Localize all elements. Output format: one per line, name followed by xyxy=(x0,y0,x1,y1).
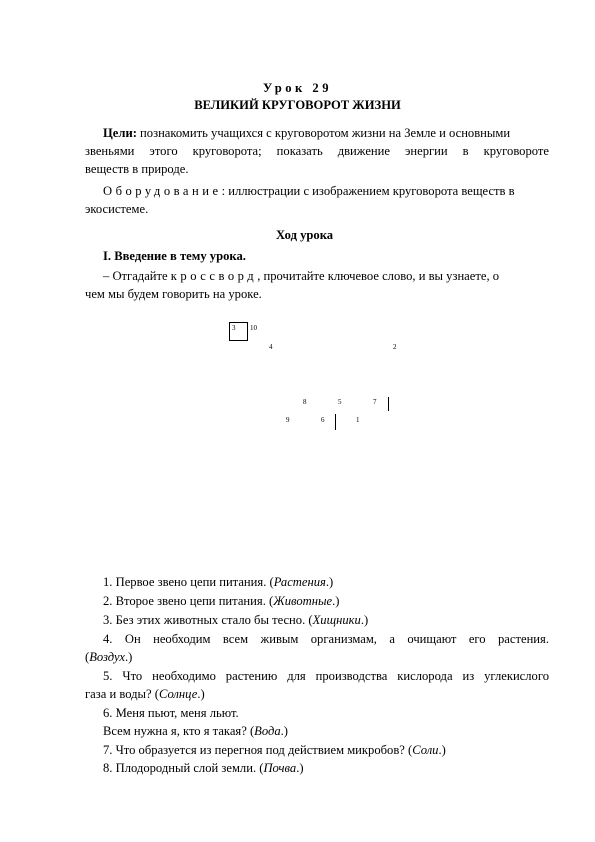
crossword-cell-border xyxy=(388,397,389,411)
lesson-number: Урок 29 xyxy=(262,81,332,95)
question-4-line-1: 4. Он необходим всем живым организмам, а очищают его растения. xyxy=(103,632,549,646)
crossword-number: 7 xyxy=(373,398,377,406)
crossword-number: 9 xyxy=(286,416,290,424)
goals-label: Цели: xyxy=(103,126,137,140)
section1-title: I. Введение в тему урока. xyxy=(103,249,246,263)
question-2: 2. Второе звено цепи питания. (Животные.) xyxy=(103,594,340,608)
question-5-line-2: газа и воды? (Солнце.) xyxy=(85,687,205,701)
crossword-number: 6 xyxy=(321,416,325,424)
section-heading: Ход урока xyxy=(275,228,334,242)
crossword-number: 1 xyxy=(356,416,360,424)
question-5-line-1: 5. Что необходимо растению для производства кислорода из углекислого xyxy=(103,669,549,683)
goals-line-2: звеньями этого круговорота; показать движение энергии в круговороте xyxy=(85,144,549,158)
question-8: 8. Плодородный слой земли. (Почва.) xyxy=(103,761,304,775)
crossword-number: 5 xyxy=(338,398,342,406)
equipment-label: Оборудование xyxy=(103,184,222,198)
question-6-line-1: 6. Меня пьют, меня льют. xyxy=(103,706,239,720)
goals-line-1: Цели: познакомить учащихся с круговоротом жизни на Земле и основными xyxy=(103,126,511,140)
crossword-number: 8 xyxy=(303,398,307,406)
page-title: ВЕЛИКИЙ КРУГОВОРОТ ЖИЗНИ xyxy=(194,98,401,112)
section1-intro-line-1: – Отгадайте кроссворд, прочитайте ключевое слово, и вы узнаете, о xyxy=(103,269,500,283)
question-7: 7. Что образуется из перегноя под действием микробов? (Соли.) xyxy=(103,743,446,757)
crossword-number: 10 xyxy=(250,324,257,332)
equipment-line-1: Оборудование: иллюстрации с изображением круговорота веществ в xyxy=(103,184,515,198)
section1-intro-line-2: чем мы будем говорить на уроке. xyxy=(85,287,262,301)
crossword-number: 2 xyxy=(393,343,397,351)
question-1: 1. Первое звено цепи питания. (Растения.) xyxy=(103,575,334,589)
crossword-grid xyxy=(225,318,425,583)
question-3: 3. Без этих животных стало бы тесно. (Хищники.) xyxy=(103,613,369,627)
question-6-line-2: Всем нужна я, кто я такая? (Вода.) xyxy=(103,724,288,738)
crossword-cell-border xyxy=(335,414,336,430)
crossword-number: 3 xyxy=(232,324,236,332)
equipment-line-2: экосистеме. xyxy=(85,202,149,216)
goals-line-3: веществ в природе. xyxy=(85,162,189,176)
crossword-number: 4 xyxy=(269,343,273,351)
question-4-line-2: (Воздух.) xyxy=(85,650,133,664)
